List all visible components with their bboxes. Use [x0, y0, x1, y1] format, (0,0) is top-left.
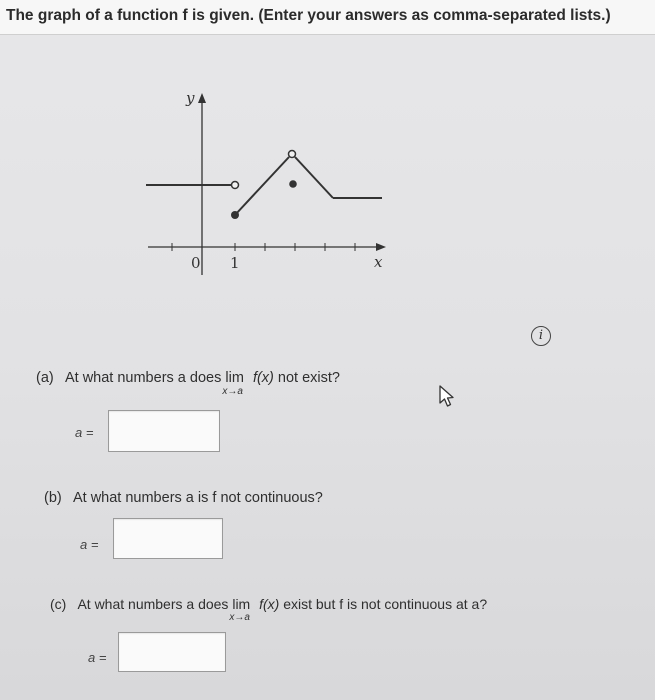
y-axis-arrow [198, 93, 206, 103]
info-icon[interactable]: i [531, 326, 551, 346]
question-c-lim: lim [232, 596, 251, 612]
answer-c-label: a = [88, 650, 107, 665]
question-a-lim: lim [225, 370, 244, 386]
tick-label-zero: 0 [191, 254, 201, 272]
x-axis-label: x [374, 253, 383, 271]
question-b-label: (b) [44, 490, 62, 506]
question-a-label: (a) [36, 370, 54, 386]
question-a-text-after: not exist? [277, 370, 340, 386]
answer-c-input[interactable] [118, 632, 226, 672]
question-a-limit [222, 370, 244, 397]
question-b-text: At what numbers a is f not continuous? [72, 490, 323, 506]
question-a [36, 370, 340, 397]
question-a-fx: f(x) [252, 370, 274, 386]
question-a-lim-sub: x→a [222, 386, 243, 397]
tick-label-one: 1 [230, 254, 240, 272]
question-a-text-before: At what numbers a does [64, 370, 222, 386]
y-axis-label: y [186, 89, 195, 107]
answer-a-input[interactable] [108, 410, 220, 452]
filled-circle-start [231, 211, 239, 219]
question-c-label: (c) [50, 596, 67, 612]
function-graph [140, 85, 400, 285]
mouse-cursor-icon [437, 384, 459, 408]
open-circle-peak [289, 151, 296, 158]
question-b [44, 490, 323, 506]
open-circle-left [232, 182, 239, 189]
question-title: The graph of a function f is given. (Enter your answers as comma-separated lists.) [6, 7, 611, 24]
question-c-fx: f(x) [259, 596, 280, 612]
segment-rising [235, 157, 289, 215]
answer-b-label: a = [80, 537, 99, 552]
question-c-text-after: exist but f is not continuous at a? [283, 596, 488, 612]
filled-circle-isolated [289, 180, 297, 188]
question-c-limit [229, 596, 251, 623]
x-axis-arrow [376, 243, 386, 251]
question-c [50, 596, 488, 623]
answer-b-input[interactable] [113, 518, 223, 559]
question-c-text-before: At what numbers a does [77, 596, 229, 612]
question-header [0, 0, 655, 35]
answer-a-label: a = [75, 425, 94, 440]
question-c-lim-sub: x→a [229, 612, 250, 623]
segment-falling [295, 157, 333, 198]
